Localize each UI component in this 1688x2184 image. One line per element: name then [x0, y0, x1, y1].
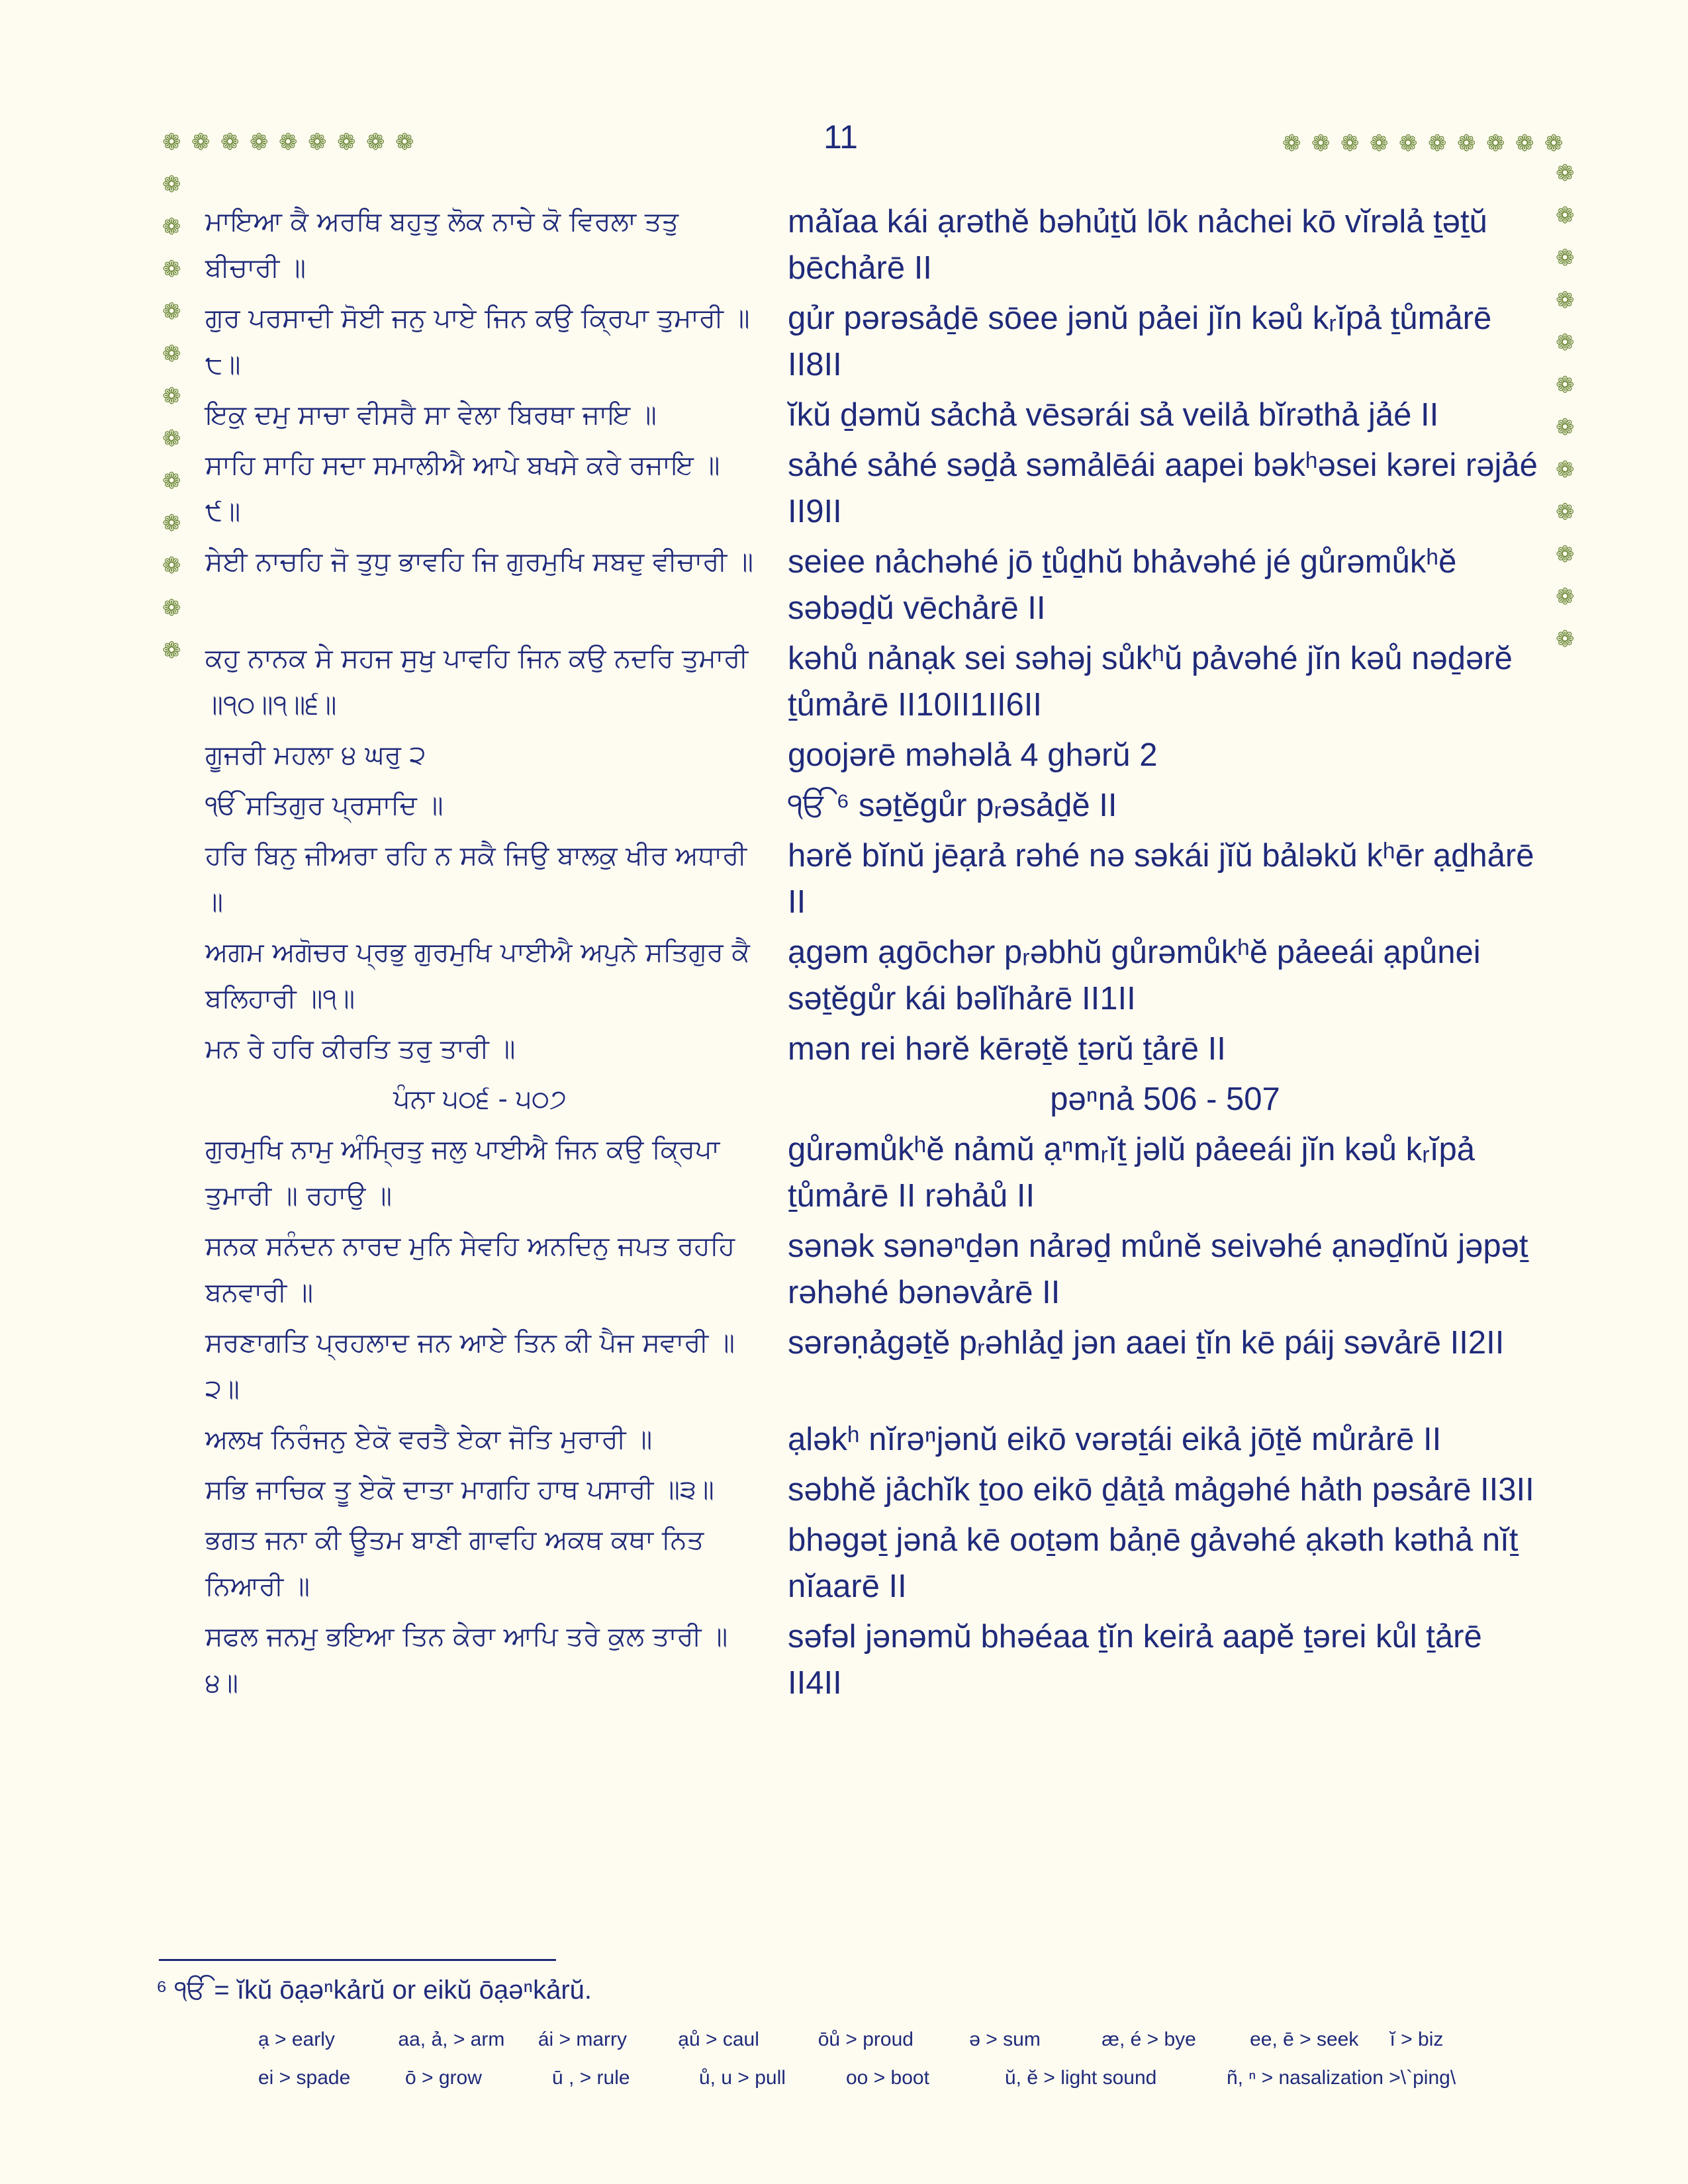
gurmukhi-text: ਗੁਰ ਪਰਸਾਦੀ ਸੋਈ ਜਨੁ ਪਾਏ ਜਿਨ ਕਉ ਕ੍ਰਿਪਾ ਤੁਮਾਰੀ ॥੮॥: [205, 303, 750, 380]
legend-row: [258, 2028, 1516, 2067]
verse-row: [205, 1614, 1542, 1706]
verse-row: [205, 539, 1542, 631]
gurmukhi-text: ਸੇਈ ਨਾਚਹਿ ਜੋ ਤੁਧੁ ਭਾਵਹਿ ਜਿ ਗੁਰਮੁਖਿ ਸਬਦੁ ਵੀਚਾਰੀ ॥: [205, 547, 753, 577]
legend-item: ŭ, ĕ > light sound: [1005, 2067, 1157, 2089]
flower-ornament-icon: ❁: [162, 426, 181, 452]
legend-item: ĭ > biz: [1389, 2028, 1444, 2050]
legend-item: ə > sum: [969, 2028, 1041, 2050]
flower-ornament-icon: ❁: [162, 129, 181, 156]
flower-ornament-icon: ❁: [1556, 626, 1575, 653]
flower-ornament-icon: ❁: [1282, 130, 1301, 157]
transliteration-text: mən rei hərĕ kērəṯĕ ṯərŭ ṯảrē II: [788, 1031, 1226, 1067]
gurmukhi-text: ਅਗਮ ਅਗੋਚਰ ਪ੍ਰਭੁ ਗੁਰਮੁਖਿ ਪਾਈਐ ਅਪੁਨੇ ਸਤਿਗੁਰ ਕੈ ਬਲਿਹਾਰੀ ॥੧॥: [205, 937, 750, 1014]
gurmukhi-text: ਪੰਨਾ ੫੦੬ - ੫੦੭: [393, 1084, 567, 1115]
verse-row: [205, 833, 1542, 925]
flower-ornament-icon: ❁: [1556, 584, 1575, 610]
legend-item: ạ > early: [258, 2028, 335, 2050]
flower-ornament-icon: ❁: [162, 256, 181, 283]
transliteration-text: mảĭaa kái ạrəthĕ bəhủṯŭ lōk nảchei kō vĭrəlả ṯəṯŭ bēchảrē II: [788, 204, 1487, 286]
verse-row: [205, 782, 1542, 829]
transliteration-text: goojərē məhəlả 4 ghərŭ 2: [788, 737, 1158, 773]
legend-item: ñ, ⁿ > nasalization >\`ping\: [1227, 2067, 1456, 2089]
transliteration-text: səbhĕ jảchĭk ṯoo eikō ḏảṯả mảgəhé hảth pəsảrē II3II: [788, 1472, 1534, 1508]
transliteration-text: sərəṇảgəṯĕ pᵣəhlảḏ jən aaei ṯĭn kē páij səvảrē II2II: [788, 1325, 1505, 1361]
gurmukhi-text: ਸਰਣਾਗਤਿ ਪ੍ਰਹਲਾਦ ਜਨ ਆਏ ਤਿਨ ਕੀ ਪੈਜ ਸਵਾਰੀ ॥੨॥: [205, 1328, 735, 1404]
legend-item: ái > marry: [538, 2028, 628, 2050]
transliteration-text: sảhé sảhé səḏả səmảlēái aapei bəkʰəsei kərei rəjảé II9II: [788, 447, 1538, 529]
flower-ornament-icon: ❁: [395, 129, 414, 156]
transliteration-text: kəhů nảnạk sei səhəj sůkʰŭ pảvəhé jĭn kəů nəḏərĕ ṯůmảrē II10II1II6II: [788, 641, 1513, 723]
flower-ornament-icon: ❁: [162, 171, 181, 198]
gurmukhi-text: ਗੂਜਰੀ ਮਹਲਾ ੪ ਘਰੁ ੨: [205, 740, 426, 770]
legend-row: [258, 2067, 1516, 2105]
flower-ornament-icon: ❁: [162, 553, 181, 579]
gurmukhi-text: ਸਾਹਿ ਸਾਹਿ ਸਦਾ ਸਮਾਲੀਐ ਆਪੇ ਬਖਸੇ ਕਰੇ ਰਜਾਇ ॥੯॥: [205, 450, 720, 527]
verse-row: [205, 929, 1542, 1022]
flower-ornament-icon: ❁: [1556, 160, 1575, 187]
legend-item: æ, é > bye: [1102, 2028, 1196, 2050]
gurmukhi-text: ਸਨਕ ਸਨੰਦਨ ਨਾਰਦ ਮੁਨਿ ਸੇਵਹਿ ਅਨਦਿਨੁ ਜਪਤ ਰਹਹਿ ਬਨਵਾਰੀ ॥: [205, 1231, 735, 1308]
verse-row: [205, 1126, 1542, 1219]
footnote-divider: [159, 1959, 556, 1961]
flower-ornament-icon: ❁: [1515, 130, 1534, 157]
verse-row: [205, 295, 1542, 388]
gurmukhi-text: ੴ ਸਤਿਗੁਰ ਪ੍ਰਸਾਦਿ ॥: [205, 790, 444, 821]
transliteration-text: gủr pərəsảḏē sōee jənŭ pảei jĭn kəů kᵣĭpả ṯůmảrē II8II: [788, 300, 1492, 383]
flower-ornament-icon: ❁: [337, 129, 356, 156]
gurmukhi-text: ਗੁਰਮੁਖਿ ਨਾਮੁ ਅੰਮ੍ਰਿਤੁ ਜਲੁ ਪਾਈਐ ਜਿਨ ਕਉ ਕ੍ਰਿਪਾ ਤੁਮਾਰੀ ॥ ਰਹਾਉ ॥: [205, 1134, 720, 1211]
verse-table: [205, 199, 1542, 1710]
gurmukhi-text: ਮਨ ਰੇ ਹਰਿ ਕੀਰਤਿ ਤਰੁ ਤਾਰੀ ॥: [205, 1034, 516, 1064]
verse-row: [205, 732, 1542, 778]
flower-ornament-icon: ❁: [1556, 499, 1575, 525]
flower-ornament-icon: ❁: [1340, 130, 1360, 157]
flower-ornament-icon: ❁: [366, 129, 385, 156]
flower-ornament-icon: ❁: [1486, 130, 1505, 157]
flower-ornament-icon: ❁: [308, 129, 327, 156]
verse-row: [205, 1416, 1542, 1463]
transliteration-text: sənək sənəⁿḏən nảrəḏ můnĕ seivəhé ạnəḏĭnŭ jəpəṯ rəhəhé bənəvảrē II: [788, 1228, 1528, 1310]
gurmukhi-text: ਹਰਿ ਬਿਨੁ ਜੀਅਰਾ ਰਹਿ ਨ ਸਕੈ ਜਿਉ ਬਾਲਕੁ ਖੀਰ ਅਧਾਰੀ ॥: [205, 841, 747, 917]
flower-ornament-icon: ❁: [1556, 330, 1575, 356]
verse-row: [205, 392, 1542, 438]
verse-row: [205, 442, 1542, 535]
flower-ornament-icon: ❁: [1556, 287, 1575, 314]
flower-ornament-icon: ❁: [279, 129, 298, 156]
gurmukhi-text: ਅਲਖ ਨਿਰੰਜਨੁ ਏਕੋ ਵਰਤੈ ਏਕਾ ਜੋਤਿ ਮੁਰਾਰੀ ॥: [205, 1424, 653, 1455]
verse-row: [205, 1467, 1542, 1513]
transliteration-text: seiee nảchəhé jō ṯůḏhŭ bhảvəhé jé gůrəmůkʰĕ səbəḏŭ vēchảrē II: [788, 544, 1457, 626]
legend-item: oo > boot: [846, 2067, 929, 2089]
flower-ornament-icon: ❁: [191, 129, 211, 156]
verse-row: [205, 199, 1542, 291]
flower-ornament-icon: ❁: [1556, 203, 1575, 229]
flower-ornament-icon: ❁: [162, 510, 181, 537]
flower-ornament-icon: ❁: [162, 298, 181, 325]
legend-item: ee, ē > seek: [1250, 2028, 1359, 2050]
gurmukhi-text: ਮਾਇਆ ਕੈ ਅਰਥਿ ਬਹੁਤੁ ਲੋਕ ਨਾਚੇ ਕੋ ਵਿਰਲਾ ਤਤੁ ਬੀਚਾਰੀ ॥: [205, 206, 679, 283]
transliteration-text: ĭkŭ ḏəmŭ sảchả vēsərái sả veilả bĭrəthả jảé II: [788, 397, 1439, 433]
footnote: ⁶ ੴ = ĭkŭ ōạəⁿkảrŭ or eikŭ ōạəⁿkảrŭ.: [156, 1976, 592, 2005]
legend-item: aa, ả, > arm: [398, 2028, 505, 2050]
pronunciation-legend: [258, 2028, 1516, 2105]
flower-ornament-icon: ❁: [1370, 130, 1389, 157]
flower-ornament-icon: ❁: [1428, 130, 1447, 157]
transliteration-text: səfəl jənəmŭ bhəéaa ṯĭn keirả aapĕ ṯərei kůl ṯảrē II4II: [788, 1619, 1482, 1701]
flower-ornament-icon: ❁: [162, 595, 181, 621]
legend-item: ạů > caul: [678, 2028, 759, 2050]
flower-ornament-icon: ❁: [1399, 130, 1418, 157]
gurmukhi-text: ਕਹੁ ਨਾਨਕ ਸੇ ਸਹਜ ਸੁਖੁ ਪਾਵਹਿ ਜਿਨ ਕਉ ਨਦਰਿ ਤੁਮਾਰੀ ॥੧੦॥੧॥੬॥: [205, 643, 749, 720]
legend-item: ō > grow: [405, 2067, 482, 2089]
flower-ornament-icon: ❁: [1311, 130, 1331, 157]
flower-ornament-icon: ❁: [250, 129, 269, 156]
transliteration-text: bhəgəṯ jənả kē ooṯəm bảṇē gảvəhé ạkəth kəthả nĭṯ nĭaarē II: [788, 1522, 1519, 1604]
verse-row: [205, 1517, 1542, 1610]
transliteration-text: gůrəmůkʰĕ nảmŭ ạⁿmᵣĭṯ jəlŭ pảeeái jĭn kəů kᵣĭpả ṯůmảrē II rəhảů II: [788, 1132, 1475, 1214]
verse-row: [205, 1223, 1542, 1316]
flower-ornament-icon: ❁: [162, 637, 181, 664]
flower-ornament-icon: ❁: [1556, 541, 1575, 568]
verse-row: [205, 635, 1542, 728]
flower-ornament-icon: ❁: [1544, 130, 1564, 157]
transliteration-text: ạgəm ạgōchər pᵣəbhŭ gůrəmůkʰĕ pảeeái ạpůnei səṯĕgůr kái bəlĭhảrē II1II: [788, 934, 1481, 1017]
legend-item: ū , > rule: [552, 2067, 630, 2089]
page-number: 11: [823, 118, 858, 156]
flower-ornament-icon: ❁: [1556, 245, 1575, 271]
transliteration-text: hərĕ bĭnŭ jēạrả rəhé nə səkái jĭŭ bảləkŭ kʰēr ạḏhảrē II: [788, 838, 1534, 920]
gurmukhi-text: ਸਭਿ ਜਾਚਿਕ ਤੂ ਏਕੋ ਦਾਤਾ ਮਾਗਹਿ ਹਾਥ ਪਸਾਰੀ ॥੩॥: [205, 1475, 714, 1505]
flower-ornament-icon: ❁: [1556, 414, 1575, 441]
flower-ornament-icon: ❁: [1556, 372, 1575, 398]
flower-ornament-icon: ❁: [162, 383, 181, 410]
flower-ornament-icon: ❁: [162, 214, 181, 240]
legend-item: ōů > proud: [818, 2028, 914, 2050]
gurmukhi-text: ਸਫਲ ਜਨਮੁ ਭਇਆ ਤਿਨ ਕੇਰਾ ਆਪਿ ਤਰੇ ਕੁਲ ਤਾਰੀ ॥੪॥: [205, 1621, 728, 1698]
transliteration-text: ੴ ⁶ səṯĕgůr pᵣəsảḏĕ II: [788, 788, 1117, 823]
transliteration-text: ạləkʰ nĭrəⁿjənŭ eikō vərəṯái eikả jōṯĕ můrảrē II: [788, 1422, 1442, 1457]
page-range-heading: [205, 1076, 1542, 1122]
verse-row: [205, 1320, 1542, 1412]
flower-ornament-icon: ❁: [162, 468, 181, 494]
gurmukhi-text: ਇਕੁ ਦਮੁ ਸਾਚਾ ਵੀਸਰੈ ਸਾ ਵੇਲਾ ਬਿਰਥਾ ਜਾਇ ॥: [205, 400, 657, 430]
legend-item: ů, u > pull: [699, 2067, 786, 2089]
gurmukhi-text: ਭਗਤ ਜਨਾ ਕੀ ਊਤਮ ਬਾਣੀ ਗਾਵਹਿ ਅਕਥ ਕਥਾ ਨਿਤ ਨਿਆਰੀ ॥: [205, 1525, 704, 1602]
flower-ornament-icon: ❁: [1457, 130, 1476, 157]
transliteration-text: pəⁿnả 506 - 507: [1050, 1081, 1280, 1117]
flower-ornament-icon: ❁: [220, 129, 240, 156]
flower-ornament-icon: ❁: [1556, 457, 1575, 483]
verse-row: [205, 1026, 1542, 1072]
legend-item: ei > spade: [258, 2067, 351, 2089]
flower-ornament-icon: ❁: [162, 341, 181, 367]
